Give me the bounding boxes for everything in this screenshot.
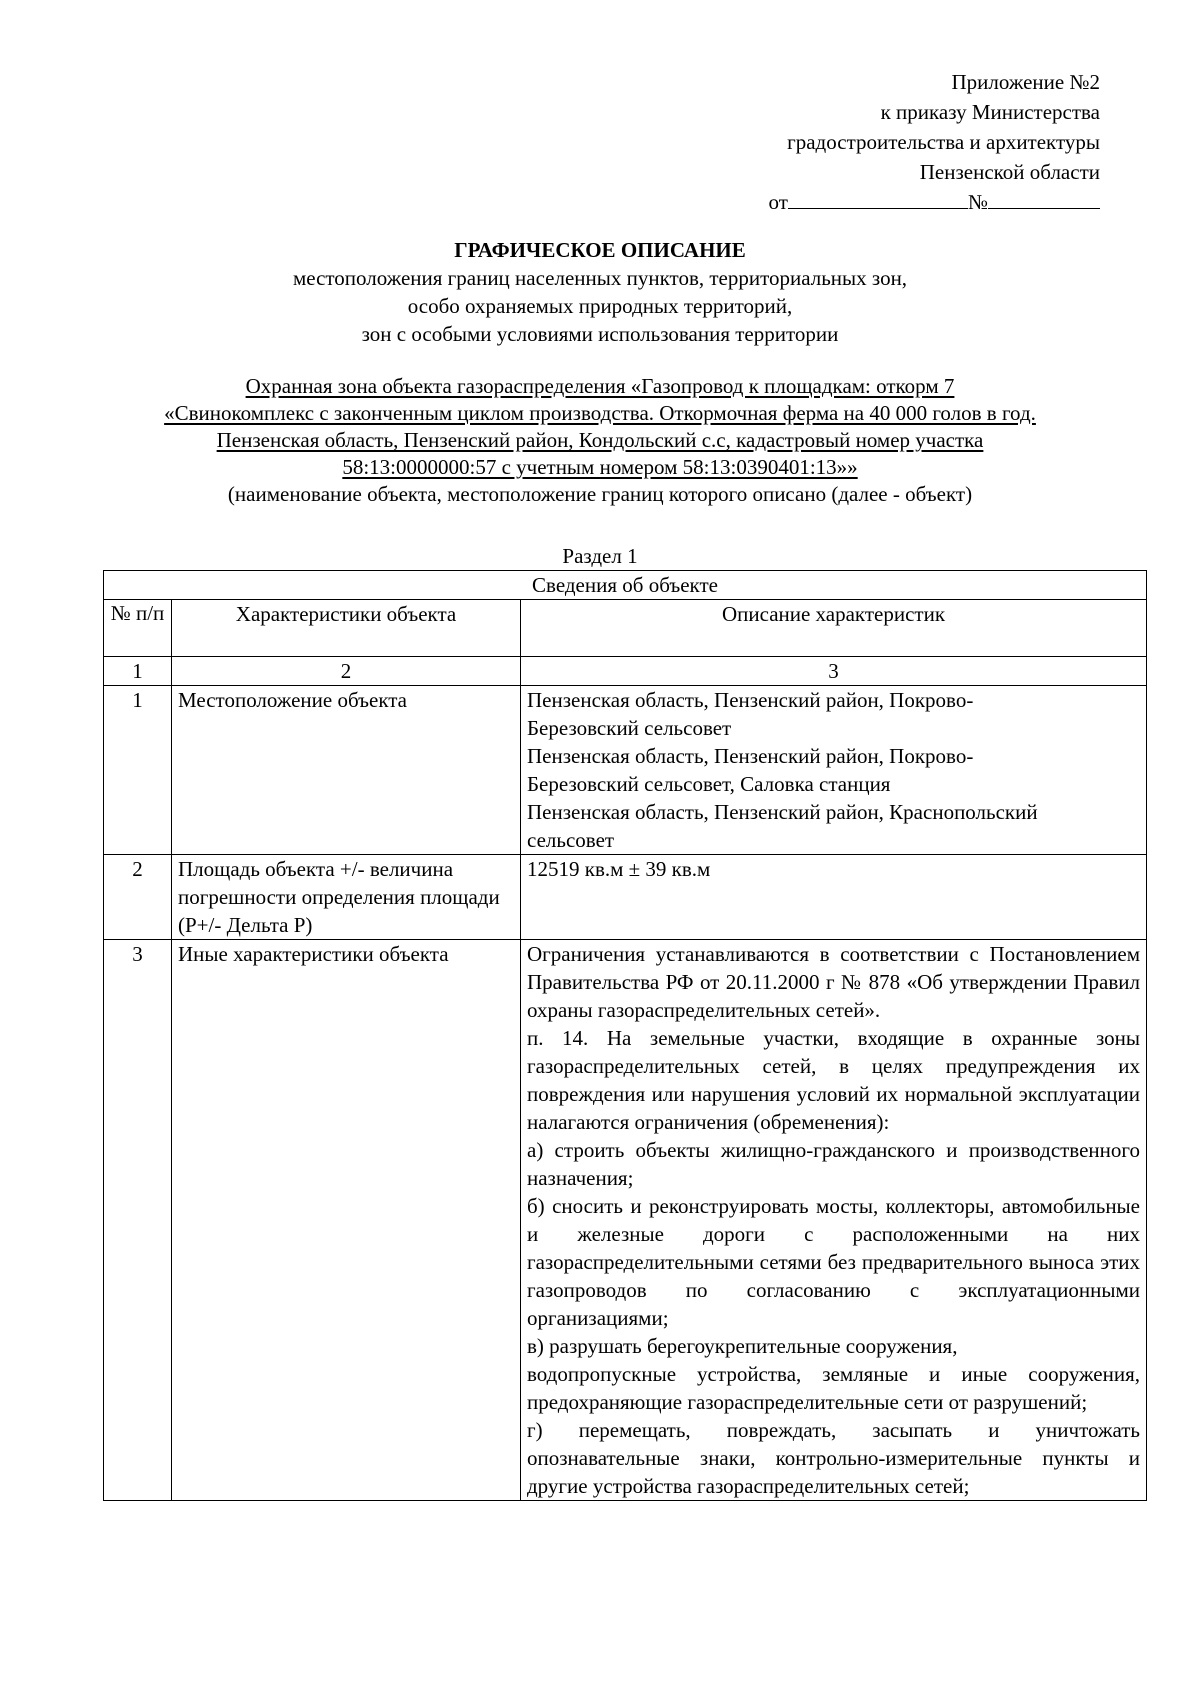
restriction-paragraph: водопропускные устройства, земляные и иные сооружения, предохраняющие газораспределительные сети от разрушений;: [527, 1362, 1140, 1414]
row-number: 2: [104, 855, 172, 940]
object-name-line: Пензенская область, Пензенский район, Кондольский с.с, кадастровый номер участка: [216, 428, 984, 452]
row-characteristic: Местоположение объекта: [172, 686, 521, 855]
table-row: [104, 940, 1147, 1501]
row-description: [521, 940, 1147, 1501]
appendix-line: Приложение №2: [951, 70, 1100, 94]
table-row: [104, 686, 1147, 855]
main-title: ГРАФИЧЕСКОЕ ОПИСАНИЕ: [454, 238, 746, 262]
restriction-paragraph: а) строить объекты жилищно-гражданского и производственного назначения;: [527, 1138, 1140, 1190]
table-header-row: [104, 600, 1147, 657]
document-title: [100, 236, 1100, 348]
subtitle-line: зон с особыми условиями использования территории: [361, 322, 839, 346]
object-name-note: (наименование объекта, местоположение границ которого описано (далее - объект): [227, 482, 973, 506]
object-name-line: «Свинокомплекс с законченным циклом производства. Откормочная ферма на 40 000 голов в год.: [164, 401, 1036, 425]
row-characteristic: Иные характеристики объекта: [172, 940, 521, 1501]
header-description: Описание характеристик: [521, 600, 1147, 657]
table-title: Сведения об объекте: [104, 571, 1147, 600]
header-num: № п/п: [104, 600, 172, 657]
restriction-paragraph: Ограничения устанавливаются в соответствии с Постановлением Правительства РФ от 20.11.2000 г № 878 «Об утверждении Правил охраны газораспределительных сетей».: [527, 942, 1140, 1022]
number-prefix: №: [967, 190, 988, 214]
row-number: 3: [104, 940, 172, 1501]
object-name-line: 58:13:0000000:57 с учетным номером 58:13:0390401:13»»: [342, 455, 858, 479]
header-characteristic: Характеристики объекта: [172, 600, 521, 657]
table-row: [104, 855, 1147, 940]
table-title-row: [104, 571, 1147, 600]
appendix-line: к приказу Министерства: [880, 100, 1100, 124]
appendix-line: Пензенской области: [919, 160, 1100, 184]
restriction-paragraph: в) разрушать берегоукрепительные сооружения,: [527, 1334, 958, 1358]
location-line: Пензенская область, Пензенский район, Покрово-: [527, 744, 974, 768]
date-prefix: от: [768, 190, 788, 214]
row-description: [521, 686, 1147, 855]
location-line: Пензенская область, Пензенский район, Покрово-: [527, 688, 974, 712]
date-blank: [788, 188, 968, 209]
section-label: Раздел 1: [562, 544, 638, 568]
subtitle-line: местоположения границ населенных пунктов, территориальных зон,: [292, 266, 908, 290]
row-description: 12519 кв.м ± 39 кв.м: [521, 855, 1147, 940]
object-info-table: [103, 570, 1147, 1501]
number-blank: [988, 188, 1100, 209]
location-line: Пензенская область, Пензенский район, Краснопольский: [527, 800, 1038, 824]
appendix-date-line: [769, 187, 1100, 217]
restriction-paragraph: б) сносить и реконструировать мосты, коллекторы, автомобильные и железные дороги с расположенными на них газораспределительными сетями без предварительного выноса этих газопроводов по согласованию с эксплуатационными организациями;: [527, 1194, 1140, 1330]
column-number: 1: [104, 657, 172, 686]
subtitle-line: особо охраняемых природных территорий,: [407, 294, 793, 318]
row-characteristic: Площадь объекта +/- величина погрешности определения площади (Р+/- Дельта Р): [172, 855, 521, 940]
restriction-paragraph: г) перемещать, повреждать, засыпать и уничтожать опознавательные знаки, контрольно-измерительные пункты и другие устройства газораспределительных сетей;: [527, 1418, 1140, 1498]
location-line: сельсовет: [527, 828, 615, 852]
location-line: Березовский сельсовет: [527, 716, 732, 740]
column-number: 3: [521, 657, 1147, 686]
column-number-row: [104, 657, 1147, 686]
column-number: 2: [172, 657, 521, 686]
row-number: 1: [104, 686, 172, 855]
appendix-line: градостроительства и архитектуры: [787, 130, 1100, 154]
restriction-paragraph: п. 14. На земельные участки, входящие в охранные зоны газораспределительных сетей, в целях предупреждения их повреждения или нарушения условий их нормальной эксплуатации налагаются ограничения (обременения):: [527, 1026, 1140, 1134]
object-name-line: Охранная зона объекта газораспределения «Газопровод к площадкам: откорм 7: [245, 374, 955, 398]
location-line: Березовский сельсовет, Саловка станция: [527, 772, 891, 796]
object-name-block: [100, 373, 1100, 508]
appendix-header: [769, 67, 1100, 217]
